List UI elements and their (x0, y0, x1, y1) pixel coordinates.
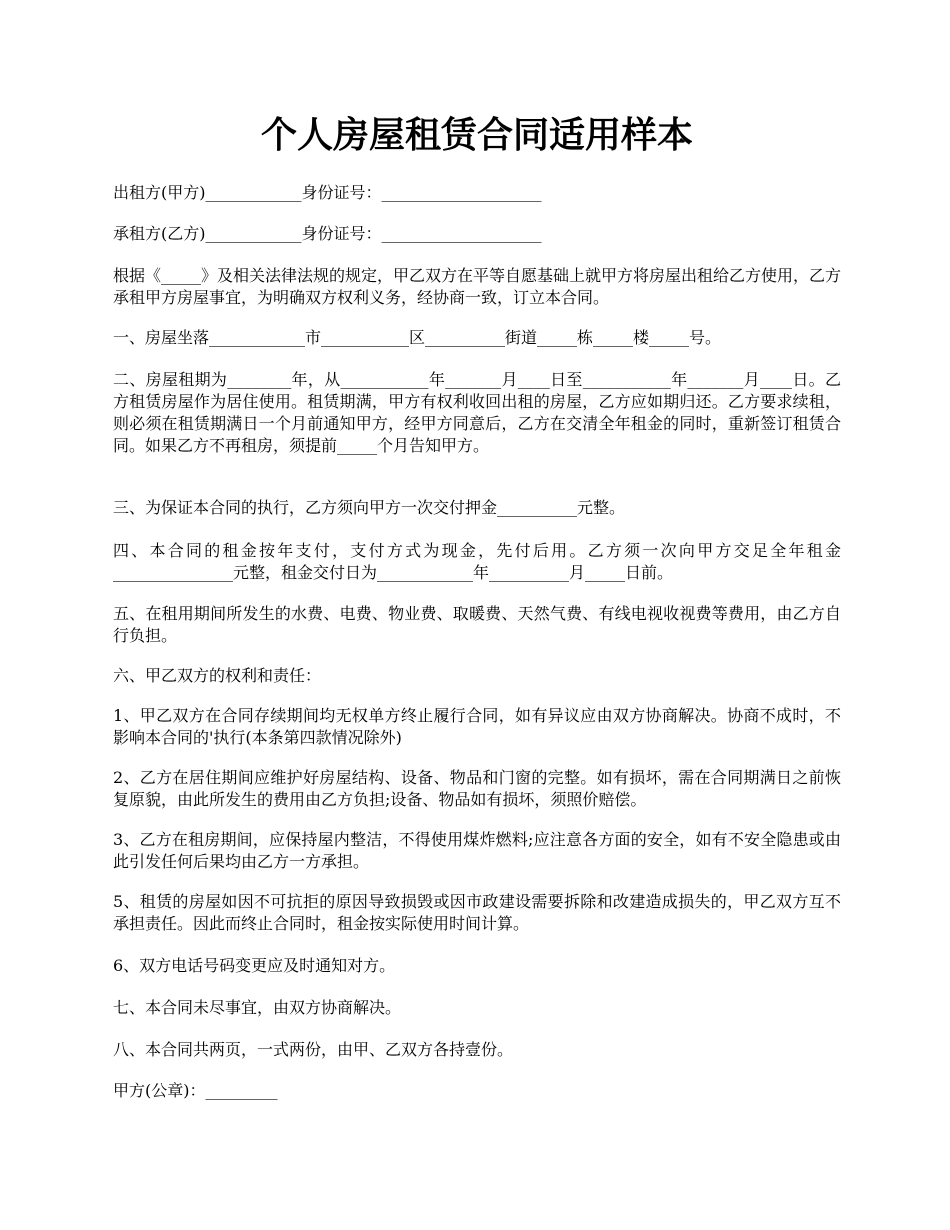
clause-2-lease-term: 二、房屋租期为________年，从___________年_______月____日至___________年_______月____日。乙方租赁房屋作为居住使用。租赁期满，甲方有权利收回出租的房屋，乙方应如期归还。乙方要求续租，则必须在租赁期满日一个月前通知甲方，经甲方同意后，乙方在交清全年租金的同时，重新签订租赁合同。如果乙方不再租房，须提前_____个月告知甲方。 (113, 370, 841, 455)
clause-1-location: 一、房屋坐落____________市___________区__________街道_____栋_____楼_____号。 (113, 328, 722, 347)
clause-6-item-3: 3、乙方在租房期间，应保持屋内整洁，不得使用煤炸燃料;应注意各方面的安全，如有不安全隐患或由此引发任何后果均由乙方一方承担。 (113, 830, 841, 871)
party-b-line: 承租方(乙方)____________身份证号：____________________ (113, 224, 542, 243)
clause-8: 八、本合同共两页，一式两份，由甲、乙双方各持壹份。 (113, 1040, 514, 1059)
party-a-line: 出租方(甲方)____________身份证号：____________________ (113, 183, 542, 202)
preamble-paragraph: 根据《_____》及相关法律法规的规定，甲乙双方在平等自愿基础上就甲方将房屋出租给乙方使用，乙方承租甲方房屋事宜，为明确双方权利义务，经协商一致，订立本合同。 (113, 266, 842, 307)
clause-3-deposit: 三、为保证本合同的执行，乙方须向甲方一次交付押金__________元整。 (113, 498, 626, 517)
clause-6-item-1: 1、甲乙双方在合同存续期间均无权单方终止履行合同，如有异议应由双方协商解决。协商不成时，不影响本合同的'执行(本条第四款情况除外) (113, 706, 841, 747)
clause-4-rent: 四、本合同的租金按年支付，支付方式为现金，先付后用。乙方须一次向甲方交足全年租金_______________元整，租金交付日为____________年__________月_____日前。 (113, 541, 841, 582)
document-title: 个人房屋租赁合同适用样本 (260, 115, 693, 156)
clause-6-item-5: 5、租赁的房屋如因不可抗拒的原因导致损毁或因市政建设需要拆除和改建造成损失的，甲乙双方互不承担责任。因此而终止合同时，租金按实际使用时间计算。 (113, 892, 841, 933)
clause-7: 七、本合同未尽事宜，由双方协商解决。 (113, 998, 402, 1017)
clause-5-fees: 五、在租用期间所发生的水费、电费、物业费、取暖费、天然气费、有线电视收视费等费用，由乙方自行负担。 (113, 604, 841, 645)
party-a-seal-line: 甲方(公章)：_________ (113, 1081, 278, 1100)
clause-6-item-2: 2、乙方在居住期间应维护好房屋结构、设备、物品和门窗的完整。如有损坏，需在合同期满日之前恢复原貌，由此所发生的费用由乙方负担;设备、物品如有损坏，须照价赔偿。 (113, 768, 841, 809)
clause-6-heading: 六、甲乙双方的权利和责任： (113, 666, 322, 685)
clause-6-item-6: 6、双方电话号码变更应及时通知对方。 (113, 956, 396, 975)
